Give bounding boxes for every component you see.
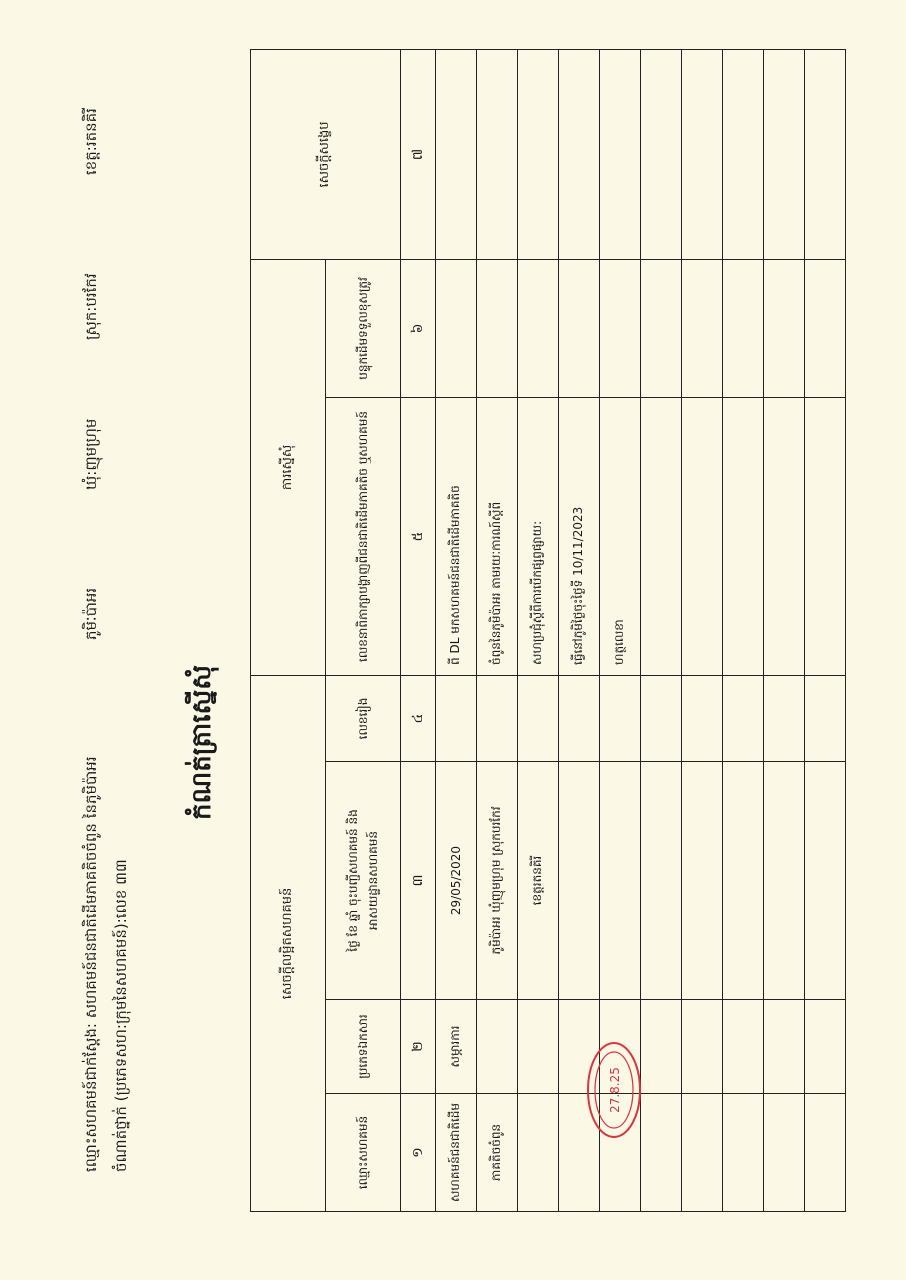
table-cell — [764, 762, 805, 1000]
table-cell — [682, 762, 723, 1000]
table-body — [436, 49, 846, 1211]
table-cell: ធ្វើនៅភូមិថ្ងៃចុះថ្ងៃទី 10/11/2023 — [559, 397, 600, 675]
table-cell — [641, 1000, 682, 1094]
table-cell — [723, 1094, 764, 1212]
table-cell — [559, 762, 600, 1000]
table-cell — [723, 762, 764, 1000]
table-cell — [682, 675, 723, 761]
table-cell — [764, 675, 805, 761]
table-cell — [559, 675, 600, 761]
table-cell — [723, 675, 764, 761]
table-cell: ចំពូននៃភូមិប៉ាអរ តាមរយៈការណ៍ស្ដីពី — [477, 397, 518, 675]
table-cell — [641, 675, 682, 761]
table-cell — [436, 259, 477, 397]
table-cell — [518, 1000, 559, 1094]
table-cell: ខេត្តរតនគិរី — [518, 762, 559, 1000]
table-cell — [682, 1094, 723, 1212]
table-cell — [723, 1000, 764, 1094]
table-cell — [682, 49, 723, 259]
table-cell: សម្ភារការ — [436, 1000, 477, 1094]
table-cell — [518, 1094, 559, 1212]
table-cell — [559, 259, 600, 397]
table-cell: ភាគតិចចំពូន — [477, 1094, 518, 1212]
col-header-type: ប្រភេទឯកសារ — [326, 1000, 401, 1094]
red-seal-stamp-icon — [585, 1040, 643, 1140]
group-header-request: ការស្នើសុំ — [251, 259, 326, 675]
col-number: ៤ — [401, 675, 436, 761]
table-cell — [682, 259, 723, 397]
col-header-discussion: លេខនាពិភាក្សាបង្ហាញពីជនជាតិដើមភាគតិច ឬសហគមន៍ — [326, 397, 401, 675]
table-row — [559, 49, 600, 1211]
table-cell — [641, 397, 682, 675]
table-cell — [436, 49, 477, 259]
table-cell — [600, 675, 641, 761]
table-cell — [764, 1000, 805, 1094]
table-cell — [682, 397, 723, 675]
table-row — [518, 49, 559, 1211]
page-title: កំណត់ត្រាស្នើសុំ — [187, 664, 217, 820]
table-cell: សហគមន៍ជនជាតិដើម — [436, 1094, 477, 1212]
col-number: ២ — [401, 1000, 436, 1094]
group-header-summary: សេចក្ដីសង្ខេប — [251, 49, 401, 259]
group-header-details: សេចក្ដីលម្អិតសហគមន៍ — [251, 675, 326, 1211]
table-cell — [764, 1094, 805, 1212]
table-cell — [477, 1000, 518, 1094]
header-province: ខេត្ត:រតនគិរី — [82, 108, 100, 175]
table-cell — [518, 259, 559, 397]
request-record-table — [250, 49, 846, 1212]
table-row — [477, 49, 518, 1211]
table-cell: ពី DL មកសហគមន៍ជនជាតិដើមភាគតិច — [436, 397, 477, 675]
table-row — [436, 49, 477, 1211]
table-cell — [805, 259, 846, 397]
table-cell — [805, 397, 846, 675]
table-cell — [477, 49, 518, 259]
col-header-responsible: បន្ទុកដើមទទួលខុសត្រូវ — [326, 259, 401, 397]
header-village: ភូមិៈប៉ាអរ — [82, 587, 100, 640]
table-cell — [805, 1094, 846, 1212]
header-organization: ឈ្មោះសហគមន៍ជាក់ស្ដែង: សហគមន៍ជនជាតិដើមភាគតិចចំពូន នៃភូមិប៉ាអរ — [82, 756, 100, 1172]
table-cell — [600, 259, 641, 397]
table-cell — [518, 675, 559, 761]
table-cell — [764, 49, 805, 259]
table-cell — [723, 259, 764, 397]
table-cell — [600, 49, 641, 259]
col-header-name: ឈ្មោះសហគមន៍ — [326, 1094, 401, 1212]
table-cell — [477, 259, 518, 397]
table-cell — [641, 49, 682, 259]
table-row — [641, 49, 682, 1211]
header-classification: ចំណាត់ថ្នាក់ (ប្រភេទសហ:ក្រុមនៃសហគមន៍):លេខ ៣៣ — [112, 859, 130, 1172]
table-cell — [805, 49, 846, 259]
stamp-text: 27.8.25 — [608, 1067, 622, 1113]
table-cell — [682, 1000, 723, 1094]
table-cell — [641, 259, 682, 397]
table-cell: ហត្ថលេខា — [600, 397, 641, 675]
table-row — [723, 49, 764, 1211]
col-header-number: លេខរៀង — [326, 675, 401, 761]
col-number: ៥ — [401, 397, 436, 675]
table-cell — [805, 762, 846, 1000]
table-cell — [641, 1094, 682, 1212]
table-cell: ភូមិប៉ាអរ ឃុំញុមហ្រុម ស្រុកបរកែវ — [477, 762, 518, 1000]
header-commune: ឃុំ:ញុមហ្រុម — [82, 418, 100, 490]
table-row — [764, 49, 805, 1211]
table-cell — [805, 675, 846, 761]
table-cell — [805, 1000, 846, 1094]
table-cell: 29/05/2020 — [436, 762, 477, 1000]
table-row — [600, 49, 641, 1211]
table-cell — [518, 49, 559, 259]
table-cell — [600, 762, 641, 1000]
table-cell — [641, 762, 682, 1000]
col-header-date-address: ថ្ងៃ ខែ ឆ្នាំ ចុះបញ្ជីសហគមន៍ និងអាសយដ្ឋានសហគមន៍ — [326, 762, 401, 1000]
header-district: ស្រុក:បរកែវ — [82, 273, 100, 340]
col-number: ១ — [401, 1094, 436, 1212]
table-cell — [723, 49, 764, 259]
col-number: ៧ — [401, 49, 436, 259]
table-cell — [477, 675, 518, 761]
col-number: ៣ — [401, 762, 436, 1000]
col-number: ៦ — [401, 259, 436, 397]
table-row — [682, 49, 723, 1211]
table-cell: សហប្រជុំស្ដីពីការបើកផ្សព្វផ្សាយ: — [518, 397, 559, 675]
table-cell — [559, 49, 600, 259]
table-cell — [723, 397, 764, 675]
table-cell — [436, 675, 477, 761]
table-row — [805, 49, 846, 1211]
table-cell — [764, 397, 805, 675]
table-cell — [764, 259, 805, 397]
